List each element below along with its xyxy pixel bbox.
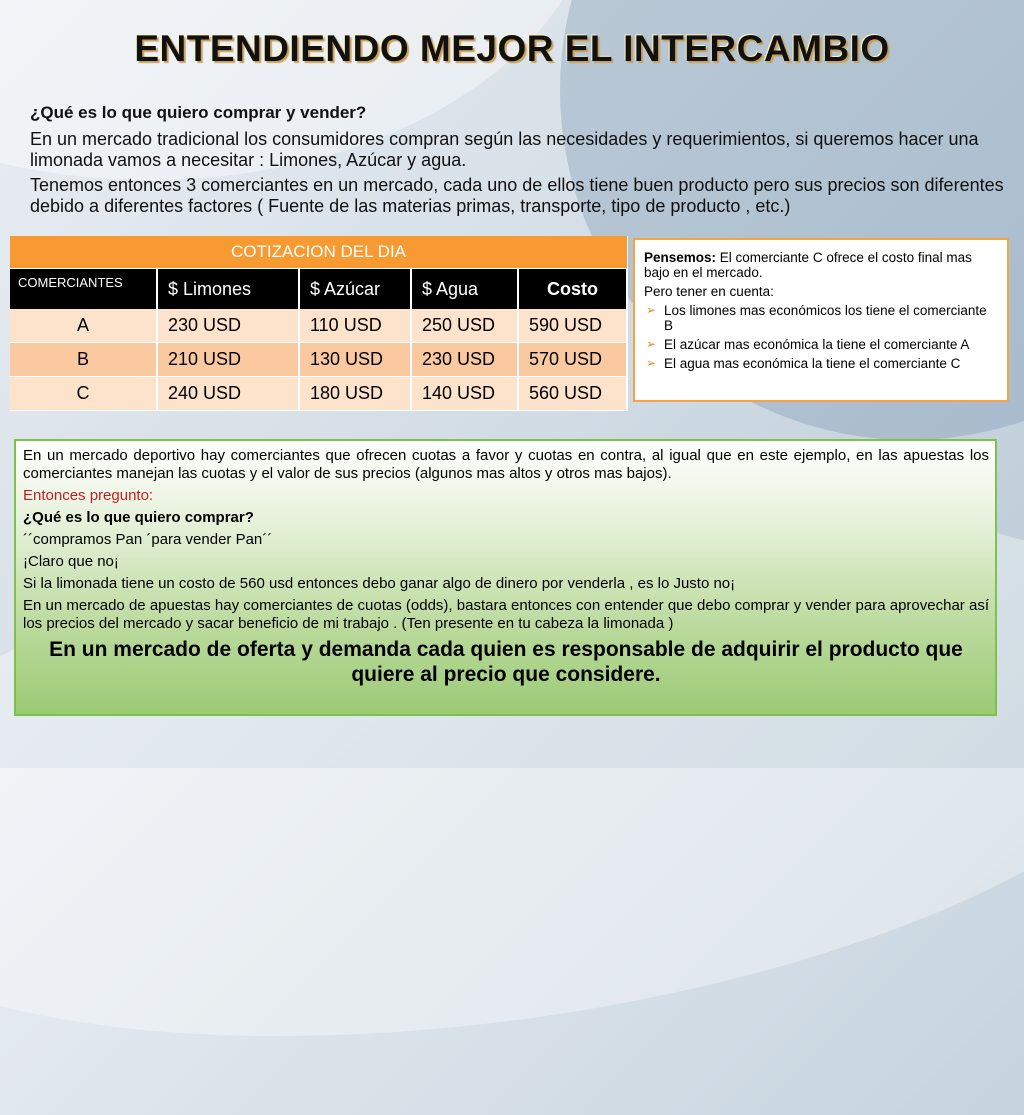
col-comerciantes: COMERCIANTES [10, 269, 157, 310]
bullet-text: El azúcar mas económica la tiene el comerciante A [664, 337, 970, 352]
cell: 130 USD [299, 343, 411, 377]
table-row [10, 343, 627, 377]
intro-paragraph-2: Tenemos entonces 3 comerciantes en un mercado, cada uno de ellos tiene buen producto pero sus precios son diferentes debido a diferentes factores ( Fuente de las materias primas, transporte, tipo de producto , etc.) [30, 175, 1004, 216]
note-lead-bold: Pensemos: [644, 250, 717, 265]
intro-paragraph-1: En un mercado tradicional los consumidores compran según las necesidades y requerimientos, si queremos hacer una limonada vamos a necesitar : Limones, Azúcar y agua. [30, 129, 979, 170]
note-lead-text: El comerciante C ofrece el costo final mas bajo en el mercado. [644, 250, 972, 280]
cell: 250 USD [411, 309, 518, 343]
bullet-text: Los limones mas económicos los tiene el comerciante B [664, 303, 987, 333]
cell: 230 USD [411, 343, 518, 377]
table-header-row [10, 269, 627, 310]
cell: 110 USD [299, 309, 411, 343]
table-heading: COTIZACION DEL DIA [10, 236, 627, 269]
cell: 570 USD [518, 343, 627, 377]
list-item [644, 337, 999, 352]
cell: 560 USD [518, 377, 627, 411]
cell: 210 USD [157, 343, 299, 377]
cell: B [10, 343, 157, 377]
intro-text [30, 102, 1005, 221]
col-limones: $ Limones [157, 269, 299, 310]
bullet-text: El agua mas económica la tiene el comerciante C [664, 356, 961, 371]
box-paragraph-4: ´´compramos Pan ´para vender Pan´´ [23, 531, 273, 548]
quote-table [10, 236, 628, 411]
cell: 140 USD [411, 377, 518, 411]
cell: 240 USD [157, 377, 299, 411]
col-costo: Costo [518, 269, 627, 310]
intro-question: ¿Qué es lo que quiero comprar y vender? [30, 103, 367, 122]
cell: 180 USD [299, 377, 411, 411]
cell: A [10, 309, 157, 343]
box-paragraph-1: En un mercado deportivo hay comerciantes que ofrecen cuotas a favor y cuotas en contra, al igual que en este ejemplo, en las apuestas los comerciantes manejan las cuotas y el valor de sus precios (algunos mas altos y otros mas bajos). [23, 447, 989, 482]
box-conclusion: En un mercado de oferta y demanda cada quien es responsable de adquirir el producto que quiere al precio que considere. [49, 638, 963, 686]
box-paragraph-5: ¡Claro que no¡ [23, 553, 119, 570]
arrow-bullet-icon: ➢ [646, 303, 657, 317]
list-item [644, 303, 999, 333]
col-agua: $ Agua [411, 269, 518, 310]
box-paragraph-3: ¿Qué es lo que quiero comprar? [23, 509, 254, 526]
cell: 590 USD [518, 309, 627, 343]
list-item [644, 356, 999, 371]
slide-title: ENTENDIENDO MEJOR EL INTERCAMBIO [134, 28, 890, 69]
col-azucar: $ Azúcar [299, 269, 411, 310]
box-paragraph-7: En un mercado de apuestas hay comerciantes de cuotas (odds), bastara entonces con entender que debo comprar y vender para aprovechar así los precios del mercado y sacar beneficio de mi trabajo . (Ten presente en tu cabeza la limonada ) [23, 597, 989, 632]
note-sub: Pero tener en cuenta: [644, 284, 774, 299]
note-box [633, 238, 1009, 402]
cell: C [10, 377, 157, 411]
box-paragraph-6: Si la limonada tiene un costo de 560 usd entonces debo ganar algo de dinero por venderla , es lo Justo no¡ [23, 575, 736, 592]
table-row [10, 309, 627, 343]
arrow-bullet-icon: ➢ [646, 337, 657, 351]
explanation-box [14, 439, 997, 716]
note-bullets [644, 303, 999, 371]
table-row [10, 377, 627, 411]
arrow-bullet-icon: ➢ [646, 356, 657, 370]
cell: 230 USD [157, 309, 299, 343]
box-paragraph-2: Entonces pregunto: [23, 487, 154, 504]
